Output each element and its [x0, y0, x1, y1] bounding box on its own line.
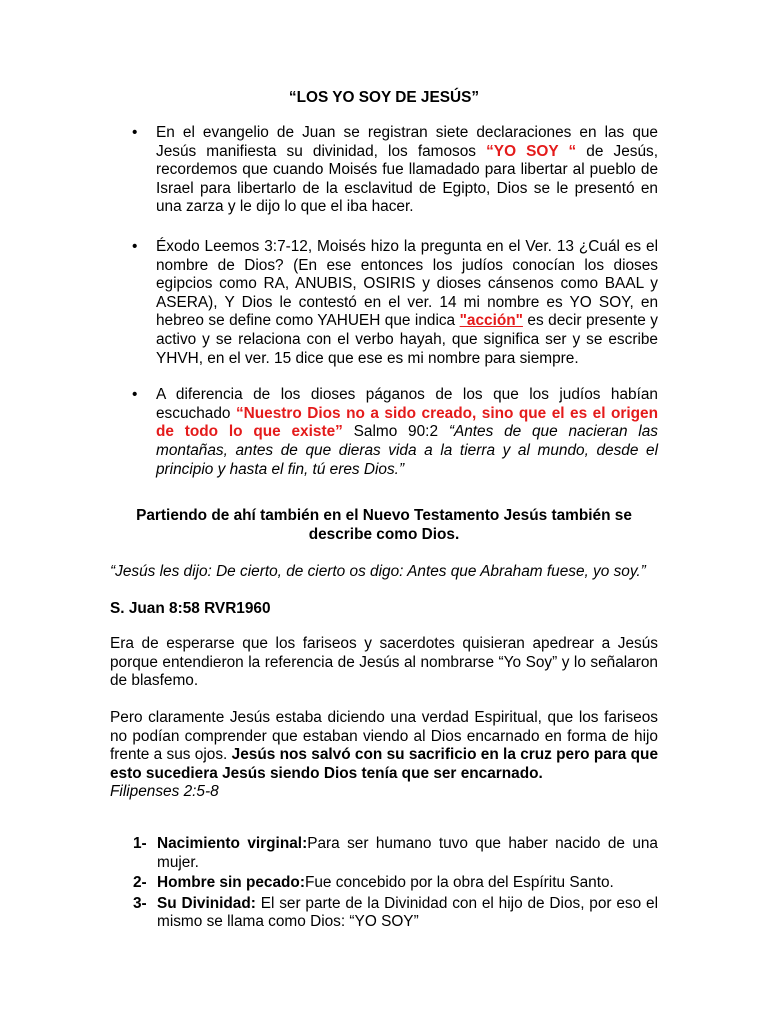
scripture-reference: S. Juan 8:58 RVR1960: [110, 600, 271, 617]
bullet-text: Salmo 90:2: [342, 423, 449, 441]
item-label: Nacimiento virginal:: [157, 835, 308, 852]
list-item: [110, 124, 658, 217]
list-item: [110, 835, 658, 872]
bullet-text: Éxodo Leemos 3:7-12, Moisés hizo la pregunta en el Ver. 13 ¿Cuál es el nombre de Dios? (En ese entonces los judíos conocían los dioses egipcios como RA, ANUBIS, OSIRIS y dioses cánsenos como BAAL y ASERA), Y Dios le contestó en el ver. 14 mi nombre es YO SOY, en hebreo se define como YAHUEH que indica: [156, 237, 658, 330]
bullet-text: En el evangelio de Juan se registran siete declaraciones en las que Jesús manifiesta su divinidad, los famosos: [156, 124, 658, 160]
item-text: El ser parte de la Divinidad con el hijo de Dios, por eso el mismo se llama como Dios: “YO SOY”: [157, 894, 658, 931]
list-item: [110, 874, 658, 893]
bullet-list: [110, 124, 658, 497]
bullet-icon: •: [132, 124, 138, 141]
item-label: Hombre sin pecado:: [157, 874, 305, 892]
bullet-text: es decir presente y activo y se relaciona con el verbo hayah, que significa ser y se escribe YHVH, en el ver. 15 dice que ese es mi nombre para siempre.: [156, 312, 658, 367]
paragraph-text: Pero claramente Jesús estaba diciendo una verdad Espiritual, que los fariseos no podían comprender que estaban viendo al Dios encarnado en forma de hijo frente a sus ojos.: [110, 709, 658, 764]
bullet-text: A diferencia de los dioses páganos de los que los judíos habían escuchado: [156, 386, 658, 422]
bullet-icon: •: [132, 386, 138, 404]
list-item: [110, 895, 658, 932]
item-text: Para ser humano tuvo que haber nacido de una mujer.: [157, 835, 658, 871]
item-number: 1-: [133, 835, 147, 852]
item-label: Su Divinidad:: [157, 894, 256, 912]
highlight-text: "acción": [459, 312, 523, 330]
numbered-list: [110, 835, 658, 934]
list-item: [110, 386, 658, 479]
paragraph: Era de esperarse que los fariseos y sacerdotes quisieran apedrear a Jesús porque entendieron la referencia de Jesús al nombrarse “Yo Soy” y lo señalaron de blasfemo.: [110, 635, 658, 690]
document-title: “LOS YO SOY DE JESÚS”: [288, 89, 480, 106]
item-text: Fue concebido por la obra del Espíritu Santo.: [304, 874, 614, 892]
bullet-text: de Jesús, recordemos que cuando Moisés fue llamadado para libertar al pueblo de Israel para libertarlo de la esclavitud de Egipto, Dios se le presentó en una zarza y le dijo lo que el iba hacer.: [156, 142, 658, 216]
list-item: [110, 238, 658, 368]
scripture-quote: “Jesús les dijo: De cierto, de cierto os digo: Antes que Abraham fuese, yo soy.”: [110, 563, 646, 580]
paragraph: [110, 709, 658, 802]
highlight-text: “YO SOY “: [486, 142, 577, 160]
section-subtitle: Partiendo de ahí también en el Nuevo Testamento Jesús también se describe como Dios.: [136, 507, 632, 543]
scripture-reference: Filipenses 2:5-8: [110, 783, 219, 801]
highlight-text: “Nuestro Dios no a sido creado, sino que el es el origen de todo lo que existe”: [156, 404, 658, 441]
bullet-icon: •: [132, 237, 138, 255]
psalm-quote: “Antes de que nacieran las montañas, antes de que dieras vida a la tierra y al mundo, desde el principio y hasta el fin, tú eres Dios.”: [156, 423, 658, 478]
bold-text: Jesús nos salvó con su sacrificio en la cruz pero para que esto sucediera Jesús siendo Dios tenía que ser encarnado.: [110, 746, 659, 782]
item-number: 2-: [133, 874, 147, 892]
item-number: 3-: [133, 894, 147, 912]
